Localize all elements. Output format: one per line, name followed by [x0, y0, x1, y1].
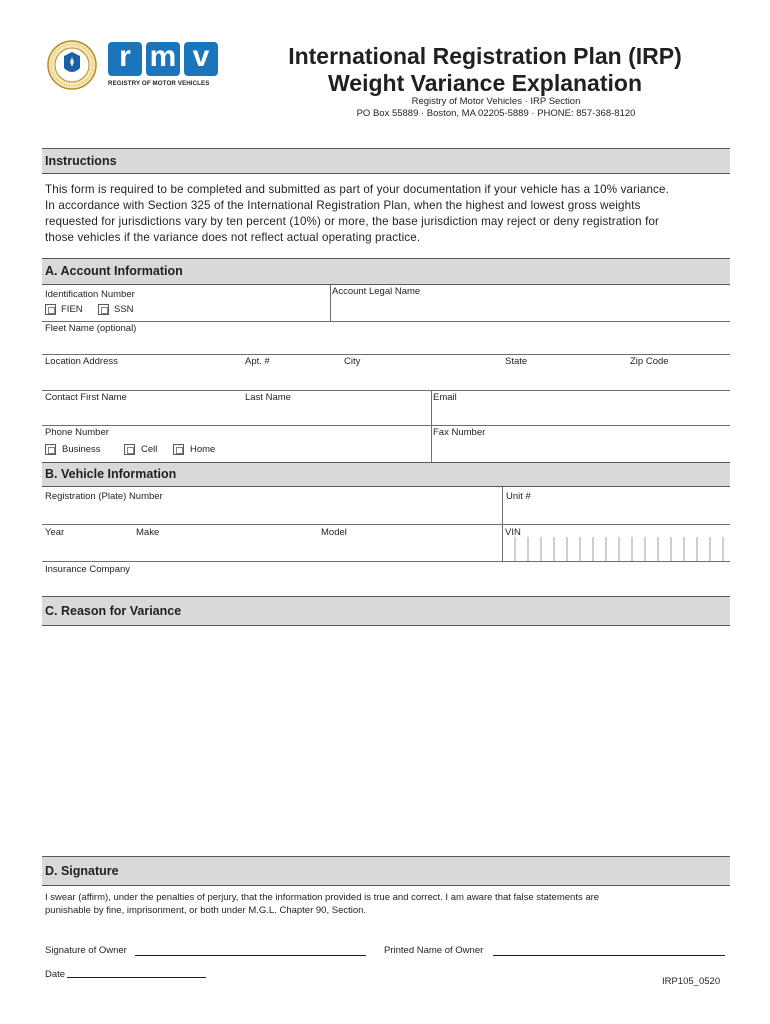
- vin-grid: [502, 537, 730, 561]
- location-address-label: Location Address: [45, 356, 118, 367]
- form-code: IRP105_0520: [662, 976, 721, 987]
- fien-label: FIEN: [61, 304, 83, 315]
- divider: [330, 285, 331, 322]
- fien-checkbox[interactable]: [45, 304, 56, 315]
- contact-first-name-label: Contact First Name: [45, 392, 127, 403]
- form-title-line1: International Registration Plan (IRP): [288, 43, 682, 69]
- oath-line: I swear (affirm), under the penalties of perjury, that the information provided is true and correct. I am aware that false statements are: [45, 892, 600, 903]
- oath-line: punishable by fine, imprisonment, or both under M.G.L. Chapter 90, Section.: [45, 905, 367, 916]
- signature-of-owner-line[interactable]: [135, 955, 366, 956]
- signature-heading: D. Signature: [42, 856, 730, 886]
- vin-boxes[interactable]: [502, 537, 730, 561]
- divider: [42, 524, 730, 525]
- date-line[interactable]: [67, 977, 206, 978]
- city-label: City: [344, 356, 361, 367]
- signature-of-owner-label: Signature of Owner: [45, 945, 127, 956]
- year-label: Year: [45, 527, 65, 538]
- oath-text: [45, 891, 725, 917]
- date-label: Date: [45, 969, 66, 980]
- unit-number-label: Unit #: [506, 491, 531, 502]
- instructions-text: [45, 182, 725, 246]
- model-label: Model: [321, 527, 347, 538]
- zip-code-label: Zip Code: [630, 356, 669, 367]
- rmv-logo-letter-r: r: [108, 42, 142, 76]
- state-label: State: [505, 356, 528, 367]
- printed-name-label: Printed Name of Owner: [384, 945, 484, 956]
- insurance-company-label: Insurance Company: [45, 564, 131, 575]
- insurance-company-field[interactable]: [45, 576, 728, 594]
- home-checkbox[interactable]: [173, 444, 184, 455]
- address-line1: Registry of Motor Vehicles · IRP Section: [411, 96, 581, 107]
- identification-number-label: Identification Number: [45, 289, 135, 300]
- vehicle-info-heading: B. Vehicle Information: [42, 462, 730, 487]
- instructions-heading: Instructions: [42, 148, 730, 174]
- printed-name-line[interactable]: [493, 955, 725, 956]
- account-info-heading: A. Account Information: [42, 258, 730, 285]
- instructions-line: those vehicles if the variance does not reflect actual operating practice.: [45, 231, 421, 244]
- rmv-logo-letter-v: v: [184, 42, 218, 76]
- email-field[interactable]: [434, 404, 728, 424]
- divider: [42, 390, 730, 391]
- form-title-line2: Weight Variance Explanation: [328, 70, 642, 96]
- apt-label: Apt. #: [245, 356, 270, 367]
- address-line2: PO Box 55889 · Boston, MA 02205-5889 · PHONE: 857-368-8120: [356, 108, 636, 119]
- phone-number-label: Phone Number: [45, 427, 109, 438]
- registration-number-label: Registration (Plate) Number: [45, 491, 163, 502]
- rmv-logo: [108, 42, 220, 92]
- divider: [42, 354, 730, 355]
- unit-number-field[interactable]: [506, 503, 728, 521]
- account-legal-name-label: Account Legal Name: [332, 286, 421, 297]
- cell-checkbox[interactable]: [124, 444, 135, 455]
- instructions-line: In accordance with Section 325 of the International Registration Plan, when the highest and lowest gross weights: [45, 199, 641, 212]
- home-label: Home: [190, 444, 216, 455]
- massachusetts-seal-logo: [47, 40, 97, 90]
- instructions-line: This form is required to be completed and submitted as part of your documentation if your vehicle has a 10% variance.: [45, 183, 669, 196]
- fleet-name-field[interactable]: [45, 335, 728, 353]
- divider: [42, 321, 730, 322]
- ssn-checkbox[interactable]: [98, 304, 109, 315]
- instructions-line: requested for jurisdictions vary by ten percent (10%) or more, the base jurisdiction may reject or deny registration for: [45, 215, 660, 228]
- contact-name-field[interactable]: [45, 404, 425, 424]
- cell-label: Cell: [141, 444, 158, 455]
- email-label: Email: [433, 392, 457, 403]
- divider: [431, 390, 432, 462]
- reason-for-variance-heading: C. Reason for Variance: [42, 596, 730, 626]
- fleet-name-label: Fleet Name (optional): [45, 323, 137, 334]
- fax-number-label: Fax Number: [433, 427, 486, 438]
- business-label: Business: [62, 444, 101, 455]
- make-label: Make: [136, 527, 160, 538]
- rmv-logo-subtitle: REGISTRY OF MOTOR VEHICLES: [108, 80, 210, 87]
- divider: [42, 425, 730, 426]
- reason-for-variance-field[interactable]: [42, 630, 730, 852]
- rmv-logo-letter-m: m: [146, 42, 180, 76]
- last-name-label: Last Name: [245, 392, 291, 403]
- vin-label: VIN: [505, 527, 521, 538]
- account-legal-name-field[interactable]: [332, 298, 728, 320]
- location-address-field[interactable]: [45, 368, 728, 388]
- business-checkbox[interactable]: [45, 444, 56, 455]
- ssn-label: SSN: [114, 304, 134, 315]
- fax-number-field[interactable]: [434, 439, 728, 459]
- registration-number-field[interactable]: [45, 503, 495, 521]
- divider: [42, 561, 730, 562]
